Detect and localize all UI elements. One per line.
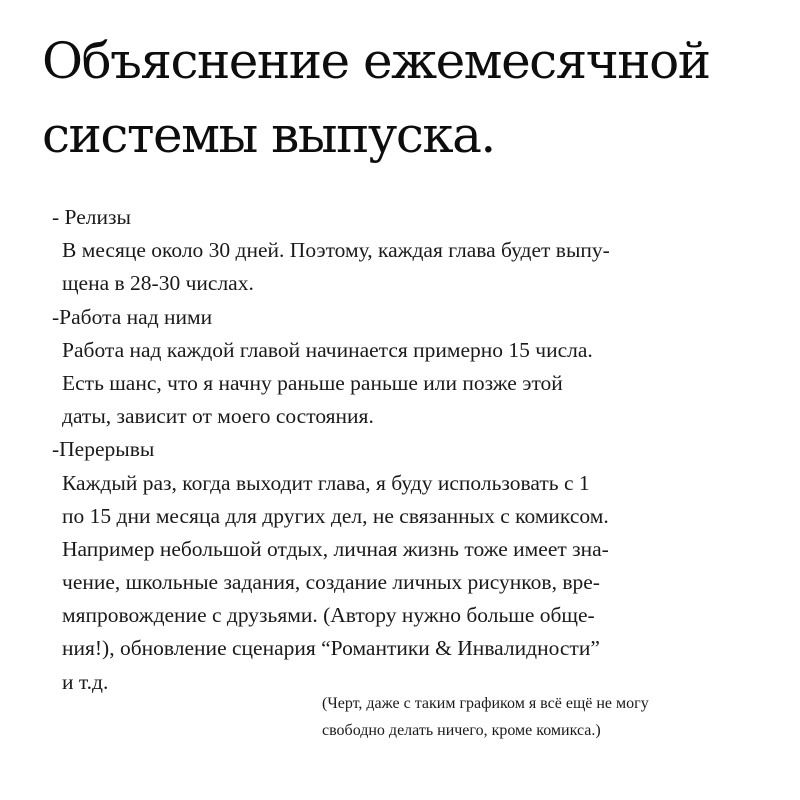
page-title (42, 24, 782, 172)
section-text-line: чение, школьные задания, создание личных рисунков, вре- (62, 570, 600, 595)
section-releases (50, 201, 770, 301)
section-text-line: даты, зависит от моего состояния. (62, 404, 374, 429)
section-text-line: щена в 28-30 числах. (62, 271, 254, 296)
section-work (50, 301, 770, 434)
section-text-line: ния!), обновление сценария “Романтики & Инвалидности” (62, 636, 600, 661)
section-heading-work: -Работа над ними (52, 304, 213, 329)
section-heading-releases: - Релизы (52, 205, 131, 229)
section-text-line: Работа над каждой главой начинается примерно 15 числа. (62, 337, 593, 362)
section-text-line: и т.д. (62, 669, 109, 694)
author-note (322, 690, 782, 744)
section-breaks (50, 433, 770, 699)
section-text-line: Есть шанс, что я начну раньше раньше или позже этой (62, 370, 563, 395)
section-text-line: Каждый раз, когда выходит глава, я буду использовать с 1 (62, 470, 590, 495)
title-line-2: системы выпуска. (42, 106, 495, 164)
section-text-line: В месяце около 30 дней. Поэтому, каждая глава будет выпу- (62, 238, 610, 263)
title-line-1: Объяснение ежемесячной (42, 32, 710, 90)
section-text-line: Например небольшой отдых, личная жизнь тоже имеет зна- (62, 536, 609, 561)
author-note-line-2: свободно делать ничего, кроме комикса.) (322, 722, 601, 739)
author-note-line-1: (Черт, даже с таким графиком я всё ещё не могу (322, 695, 649, 712)
article-body (50, 201, 770, 699)
section-text-line: мяпровождение с друзьями. (Автору нужно больше обще- (62, 603, 595, 628)
section-text-line: по 15 дни месяца для других дел, не связанных с комиксом. (62, 503, 609, 528)
section-heading-breaks: -Перерывы (52, 437, 155, 462)
